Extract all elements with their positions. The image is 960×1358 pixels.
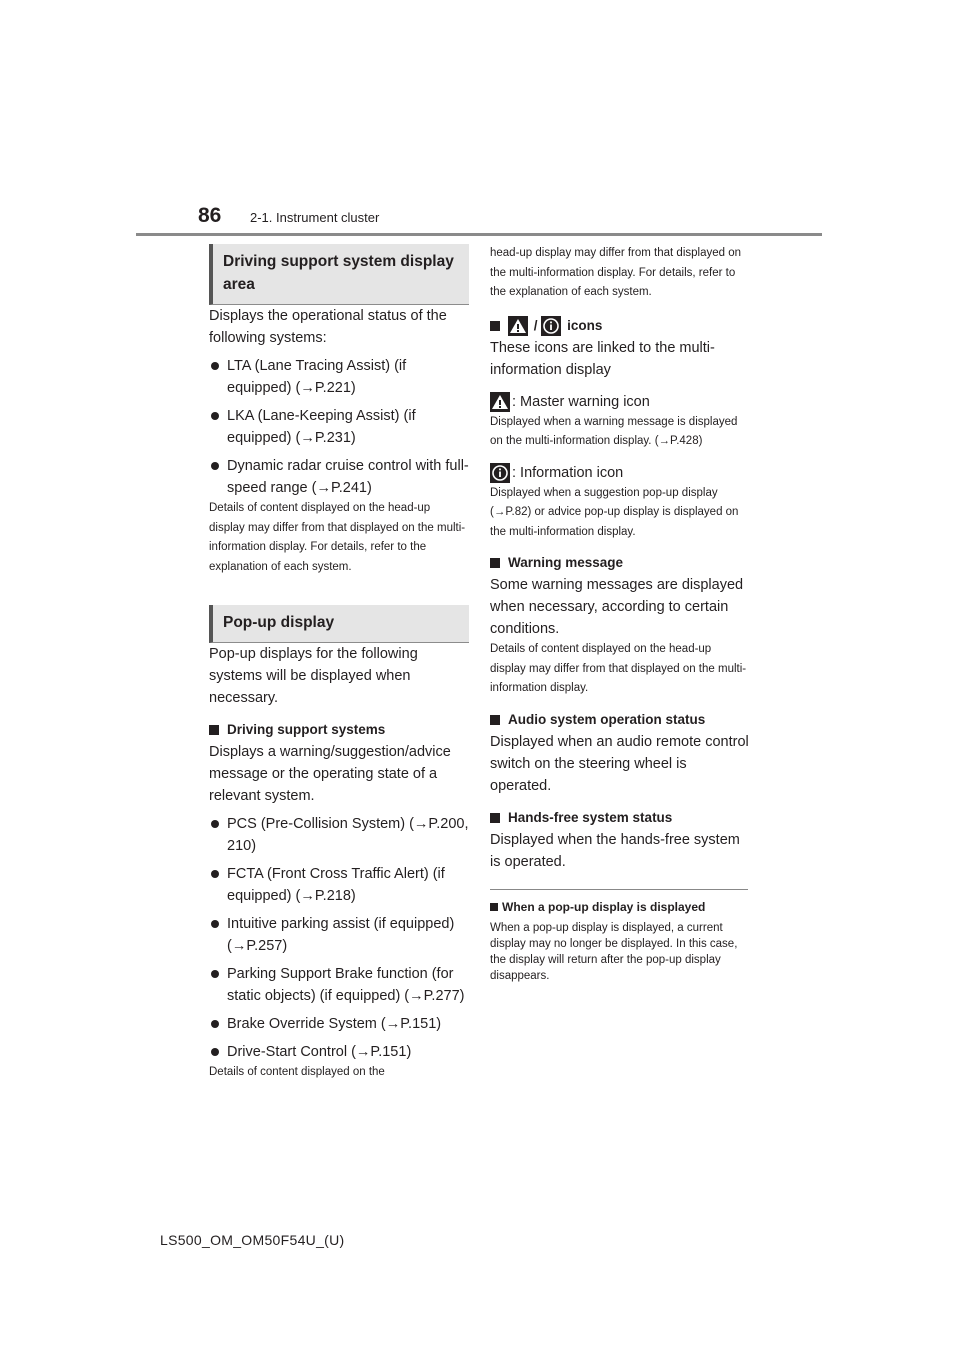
page-number: 86 xyxy=(198,204,222,227)
information-note: Displayed when a suggestion pop-up display (→P.82) or advice pop-up display is displayed on the multi-information display. xyxy=(490,486,739,538)
note-heading-text: When a pop-up display is displayed xyxy=(502,899,706,914)
square-bullet-icon xyxy=(490,558,500,568)
audio-text: Displayed when an audio remote control switch on the steering wheel is operated. xyxy=(490,733,749,794)
information-label: : Information icon xyxy=(512,464,624,481)
hands-free-text: Displayed when the hands-free system is operated. xyxy=(490,831,740,870)
master-warning-label: : Master warning icon xyxy=(512,393,650,410)
list-item-text: LKA (Lane-Keeping Assist) (if equipped) (→P.231) xyxy=(227,408,416,446)
left-column xyxy=(209,244,469,1083)
information-row xyxy=(490,462,750,484)
bullet-icon xyxy=(211,870,219,878)
note-body: When a pop-up display is displayed, a current display may no longer be displayed. In this case, the display will return after the pop-up display disappears. xyxy=(490,921,738,982)
popup-intro: Pop-up displays for the following systems will be displayed when necessary. xyxy=(209,646,418,706)
list-item-text: Dynamic radar cruise control with full-speed range (→P.241) xyxy=(227,458,469,496)
list-item-text: Parking Support Brake function (for static objects) (if equipped) (→P.277) xyxy=(227,966,465,1004)
subheading-driving-support xyxy=(209,719,469,741)
information-icon xyxy=(541,316,561,336)
subheading-audio-status xyxy=(490,709,750,731)
icons-separator: / xyxy=(533,317,538,333)
list-item xyxy=(209,963,469,1007)
list-item-text: PCS (Pre-Collision System) (→P.200, 210) xyxy=(227,816,469,854)
bullet-icon xyxy=(211,920,219,928)
bullet-icon xyxy=(211,1048,219,1056)
list-item xyxy=(209,405,469,449)
square-bullet-icon xyxy=(490,903,498,911)
right-column xyxy=(490,244,750,984)
square-bullet-icon xyxy=(490,321,500,331)
square-bullet-icon xyxy=(209,725,219,735)
icons-subheading xyxy=(490,315,750,337)
page-header xyxy=(0,0,960,240)
section-heading-driving-support: Driving support system display area xyxy=(209,244,469,305)
subheading-text: Driving support systems xyxy=(227,722,386,737)
section-heading-popup: Pop-up display xyxy=(209,605,469,643)
warning-note: Details of content displayed on the head-up display may differ from that displayed on the multi-information display. xyxy=(490,643,747,694)
subheading-warning-message xyxy=(490,552,750,574)
list-item xyxy=(209,813,469,857)
bullet-icon xyxy=(211,412,219,420)
list-item xyxy=(209,1041,469,1063)
note-heading xyxy=(490,898,750,916)
list-item-text: FCTA (Front Cross Traffic Alert) (if equipped) (→P.218) xyxy=(227,866,445,904)
document-code: LS500_OM_OM50F54U_(U) xyxy=(160,1232,345,1248)
note-divider xyxy=(490,889,748,890)
square-bullet-icon xyxy=(490,813,500,823)
list-item xyxy=(209,355,469,399)
subheading-text: Hands-free system status xyxy=(508,809,673,825)
bullet-icon xyxy=(211,362,219,370)
intro-text: Displays the operational status of the following systems: xyxy=(209,308,447,346)
bullet-icon xyxy=(211,820,219,828)
note-text: Details of content displayed on the head-up display may differ from that displayed on the multi-information display. For details, refer to the explanation of each system. xyxy=(209,502,466,573)
list-item-text: LTA (Lane Tracing Assist) (if equipped) (→P.221) xyxy=(227,358,407,396)
list-item-text: Intuitive parking assist (if equipped) (→P.257) xyxy=(227,916,455,954)
icons-text: These icons are linked to the multi-information display xyxy=(490,339,715,378)
master-warning-row xyxy=(490,391,750,413)
list-item xyxy=(209,455,469,499)
warning-text: Some warning messages are displayed when necessary, according to certain conditions. xyxy=(490,577,744,637)
list-item xyxy=(209,863,469,907)
note-text-continuation: head-up display may differ from that displayed on the multi-information display. For details, refer to the explanation of each system. xyxy=(490,247,742,298)
header-rule xyxy=(136,233,822,236)
section-title: 2-1. Instrument cluster xyxy=(250,210,380,225)
list-item-text: Drive-Start Control (→P.151) xyxy=(227,1044,412,1060)
master-warning-icon xyxy=(490,392,510,412)
subheading-hands-free-status xyxy=(490,807,750,829)
master-warning-icon xyxy=(508,316,528,336)
icons-subheading-text: icons xyxy=(567,317,603,333)
bullet-icon xyxy=(211,970,219,978)
subheading-text: Audio system operation status xyxy=(508,711,706,727)
note-text-continued: Details of content displayed on the xyxy=(209,1066,385,1078)
information-icon xyxy=(490,463,510,483)
list-item-text: Brake Override System (→P.151) xyxy=(227,1016,442,1032)
bullet-icon xyxy=(211,1020,219,1028)
square-bullet-icon xyxy=(490,715,500,725)
subheading-body: Displays a warning/suggestion/advice message or the operating state of a relevant system. xyxy=(209,744,451,804)
bullet-icon xyxy=(211,462,219,470)
master-warning-note: Displayed when a warning message is displayed on the multi-information display. (→P.428) xyxy=(490,415,738,447)
subheading-text: Warning message xyxy=(508,555,624,570)
list-item xyxy=(209,1013,469,1035)
list-item xyxy=(209,913,469,957)
